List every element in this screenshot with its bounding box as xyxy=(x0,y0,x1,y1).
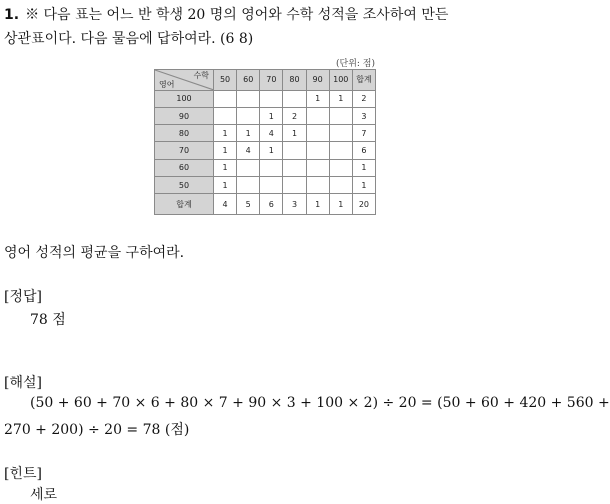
hint-value: 세로 xyxy=(30,487,58,503)
table-cell xyxy=(260,159,283,176)
question: 영어 성적의 평균을 구하여라. xyxy=(4,245,185,261)
row-header: 합계 xyxy=(155,194,214,215)
table-cell xyxy=(237,90,260,107)
table-row xyxy=(155,107,376,124)
row-header: 70 xyxy=(155,142,214,159)
table-cell xyxy=(329,125,352,142)
table-cell xyxy=(237,176,260,193)
table-header-row xyxy=(155,70,376,91)
table-cell xyxy=(260,176,283,193)
table-cell: 1 xyxy=(352,159,375,176)
table-cell: 3 xyxy=(352,107,375,124)
row-header: 90 xyxy=(155,107,214,124)
row-header: 60 xyxy=(155,159,214,176)
table-cell: 4 xyxy=(260,125,283,142)
table-row xyxy=(155,90,376,107)
column-header: 70 xyxy=(260,70,283,91)
table-cell: 4 xyxy=(214,194,237,215)
table-cell: 7 xyxy=(352,125,375,142)
table-cell xyxy=(306,107,329,124)
table-corner-cell xyxy=(155,70,214,91)
row-header: 80 xyxy=(155,125,214,142)
table-unit: (단위: 점) xyxy=(336,59,375,69)
solution-heading: [해설] xyxy=(4,375,42,391)
table-cell: 1 xyxy=(260,107,283,124)
table-cell: 5 xyxy=(237,194,260,215)
problem-line-2: 상관표이다. 다음 물음에 답하여라. (6 8) xyxy=(4,31,254,47)
table-cell xyxy=(306,142,329,159)
table-cell: 3 xyxy=(283,194,306,215)
table-cell xyxy=(214,107,237,124)
table-cell xyxy=(237,107,260,124)
problem-text-1: ※ 다음 표는 어느 반 학생 20 명의 영어와 수학 성적을 조사하여 만든 xyxy=(25,7,449,23)
table-cell: 1 xyxy=(214,142,237,159)
table-row xyxy=(155,142,376,159)
table-cell xyxy=(214,90,237,107)
correlation-table xyxy=(154,69,376,215)
table-cell: 2 xyxy=(283,107,306,124)
table-cell: 1 xyxy=(214,125,237,142)
table-cell xyxy=(283,90,306,107)
table-cell: 1 xyxy=(237,125,260,142)
table-row xyxy=(155,125,376,142)
table-cell: 1 xyxy=(329,194,352,215)
column-header: 90 xyxy=(306,70,329,91)
corner-label-english: 영어 xyxy=(159,79,175,89)
table-cell: 1 xyxy=(283,125,306,142)
table-cell xyxy=(283,142,306,159)
column-header: 합계 xyxy=(352,70,375,91)
table-cell xyxy=(237,159,260,176)
column-header: 100 xyxy=(329,70,352,91)
table-cell xyxy=(260,90,283,107)
solution-line-2: 270 + 200) ÷ 20 = 78 (점) xyxy=(4,422,190,438)
table-cell: 6 xyxy=(352,142,375,159)
table-cell xyxy=(283,159,306,176)
column-header: 80 xyxy=(283,70,306,91)
table-row xyxy=(155,194,376,215)
row-header: 50 xyxy=(155,176,214,193)
table-cell xyxy=(306,176,329,193)
table-cell: 1 xyxy=(214,176,237,193)
table-cell xyxy=(329,176,352,193)
table-cell: 1 xyxy=(306,194,329,215)
table-cell: 1 xyxy=(214,159,237,176)
table-cell: 4 xyxy=(237,142,260,159)
table-cell xyxy=(329,107,352,124)
table-cell xyxy=(306,159,329,176)
table-cell: 1 xyxy=(260,142,283,159)
table-cell: 6 xyxy=(260,194,283,215)
table-cell: 2 xyxy=(352,90,375,107)
table-cell xyxy=(329,142,352,159)
table-cell xyxy=(329,159,352,176)
column-header: 60 xyxy=(237,70,260,91)
table-cell xyxy=(283,176,306,193)
table-row xyxy=(155,159,376,176)
answer-value: 78 점 xyxy=(30,312,66,328)
solution-line-1: (50 + 60 + 70 × 6 + 80 × 7 + 90 × 3 + 100 × 2) ÷ 20 = (50 + 60 + 420 + 560 + xyxy=(30,395,610,411)
table-cell: 1 xyxy=(306,90,329,107)
column-header: 50 xyxy=(214,70,237,91)
table-cell: 1 xyxy=(329,90,352,107)
table-cell xyxy=(306,125,329,142)
hint-heading: [힌트] xyxy=(4,466,42,482)
row-header: 100 xyxy=(155,90,214,107)
table-cell: 20 xyxy=(352,194,375,215)
corner-label-math: 수학 xyxy=(193,71,209,80)
answer-heading: [정답] xyxy=(4,289,42,305)
problem-line-1 xyxy=(4,4,448,24)
table-cell: 1 xyxy=(352,176,375,193)
table-row xyxy=(155,176,376,193)
problem-number: 1. xyxy=(4,7,20,23)
